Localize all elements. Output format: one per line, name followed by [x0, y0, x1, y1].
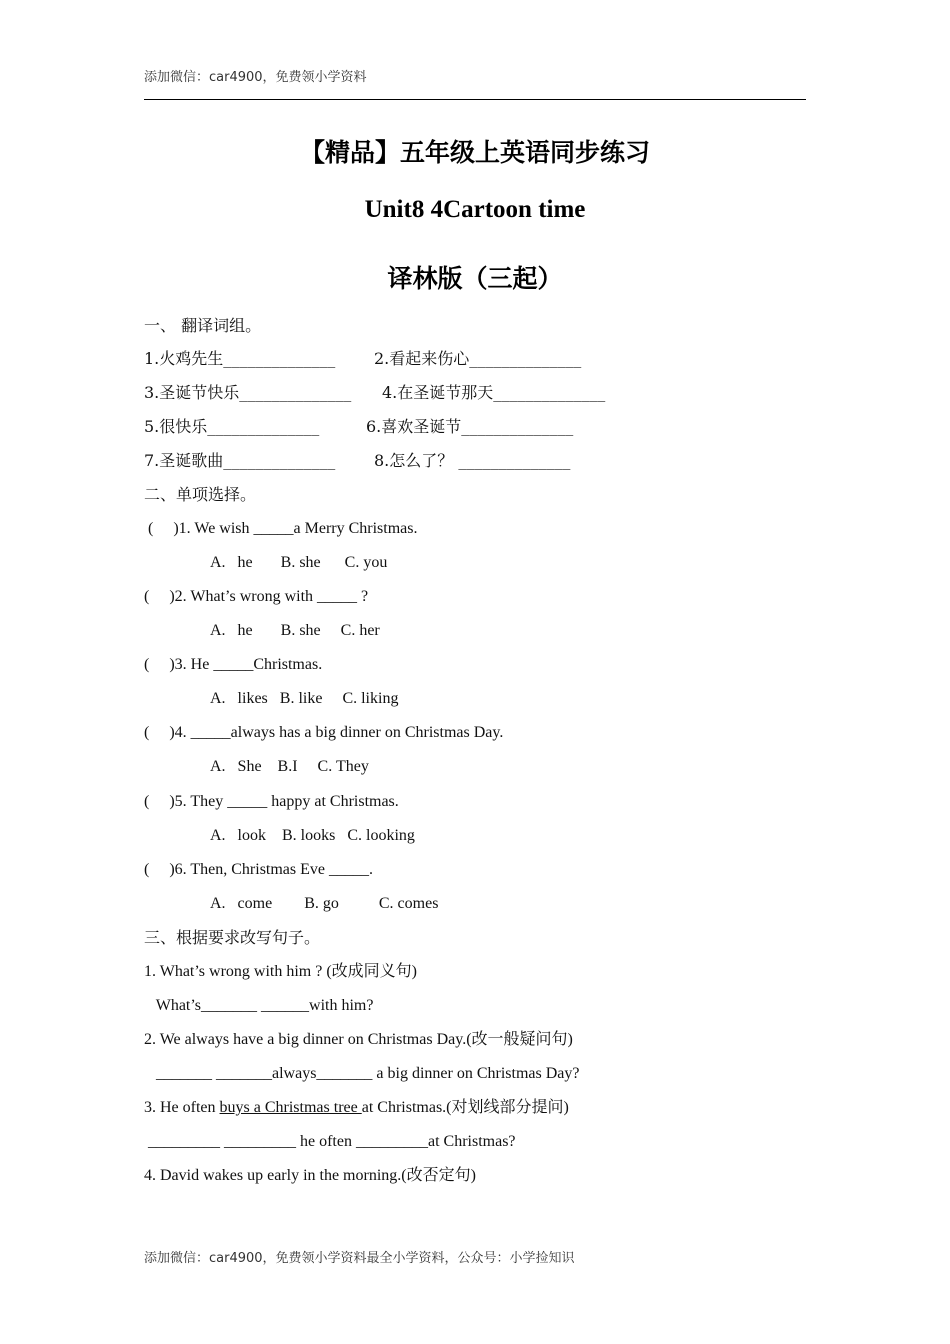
phrase-5: 5.很快乐______________	[144, 417, 320, 436]
mc-options-5: A. look B. looks C. looking	[210, 827, 415, 844]
rewrite-q3-suffix: at Christmas.(对划线部分提问)	[361, 1099, 569, 1116]
header-note: 添加微信：car4900，免费领小学资料	[144, 70, 367, 85]
mc-question-4: ( )4. _____always has a big dinner on Christmas Day.	[144, 724, 504, 741]
rewrite-question-4: 4. David wakes up early in the morning.(改否定句)	[144, 1167, 476, 1184]
mc-question-1: ( )1. We wish _____a Merry Christmas.	[144, 520, 418, 537]
phrase-8: 8.怎么了？ ______________	[374, 451, 571, 470]
rewrite-question-3	[144, 1098, 569, 1118]
rewrite-question-2: 2. We always have a big dinner on Christmas Day.(改一般疑问句)	[144, 1031, 573, 1048]
mc-question-6: ( )6. Then, Christmas Eve _____.	[144, 861, 374, 878]
rewrite-q3-underlined: buys a Christmas tree	[219, 1099, 362, 1116]
unit-title: Unit8 4Cartoon time	[364, 196, 586, 223]
mc-options-6: A. come B. go C. comes	[210, 895, 439, 912]
mc-question-5: ( )5. They _____ happy at Christmas.	[144, 793, 399, 810]
mc-options-3: A. likes B. like C. liking	[210, 690, 399, 707]
phrase-7: 7.圣诞歌曲______________	[144, 451, 336, 470]
section2-heading: 二、单项选择。	[144, 485, 257, 504]
rewrite-question-1: 1. What’s wrong with him ? (改成同义句)	[144, 963, 418, 980]
mc-question-3: ( )3. He _____Christmas.	[144, 656, 323, 673]
phrase-4: 4.在圣诞节那天______________	[382, 383, 606, 402]
section3-heading: 三、根据要求改写句子。	[144, 928, 321, 947]
section1-heading: 一、 翻译词组。	[144, 316, 262, 335]
mc-question-2: ( )2. What’s wrong with _____ ?	[144, 588, 369, 605]
mc-options-2: A. he B. she C. her	[210, 622, 380, 639]
mc-options-4: A. She B.I C. They	[210, 758, 369, 775]
phrase-2: 2.看起来伤心______________	[374, 349, 582, 368]
rewrite-answer-1: What’s_______ ______with him?	[144, 997, 374, 1014]
rewrite-answer-2: _______ _______always_______ a big dinner on Christmas Day?	[144, 1065, 580, 1082]
edition-title: 译林版（三起）	[387, 264, 563, 293]
phrase-6: 6.喜欢圣诞节______________	[366, 417, 574, 436]
worksheet-title: 【精品】五年级上英语同步练习	[299, 138, 650, 167]
rewrite-q3-prefix: 3. He often	[144, 1099, 220, 1116]
mc-options-1: A. he B. she C. you	[210, 554, 388, 571]
footer-note: 添加微信：car4900，免费领小学资料最全小学资料，公众号：小学捡知识	[144, 1251, 575, 1266]
rewrite-answer-3: _________ _________ he often _________at Christmas?	[144, 1133, 516, 1150]
header-divider	[144, 99, 806, 100]
phrase-3: 3.圣诞节快乐______________	[144, 383, 352, 402]
phrase-1: 1.火鸡先生______________	[144, 349, 336, 368]
